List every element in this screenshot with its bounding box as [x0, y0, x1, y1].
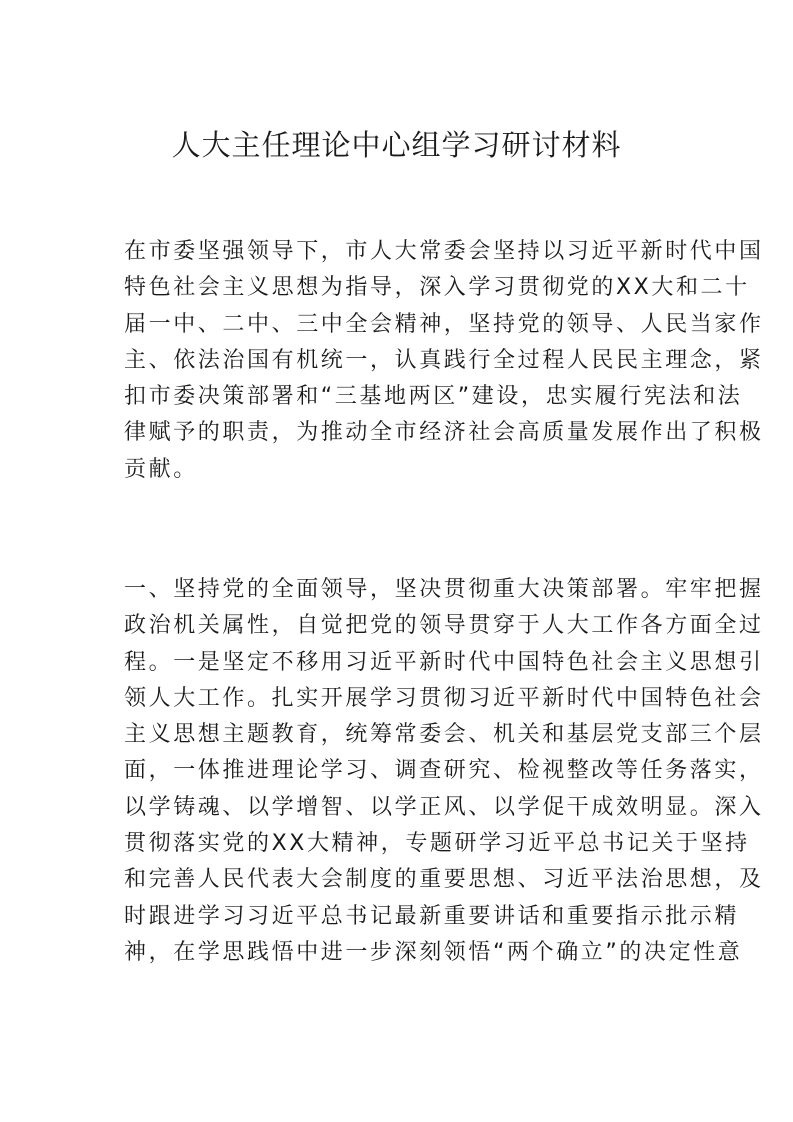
paragraph-line: 贡献。 — [124, 456, 198, 482]
paragraph-line: 届一中、二中、三中全会精神，坚持党的领导、人民当家作 — [124, 311, 764, 337]
paragraph-line: 时跟进学习习近平总书记最新重要讲话和重要指示批示精 — [124, 903, 740, 929]
paragraph-line: 主、依法治国有机统一，认真践行全过程人民民主理念，紧 — [124, 347, 764, 373]
paragraph-line: 程。一是坚定不移用习近平新时代中国特色社会主义思想引 — [124, 649, 764, 675]
paragraph-line: 在市委坚强领导下，市人大常委会坚持以习近平新时代中国 — [124, 239, 764, 264]
paragraph-line: 神，在学思践悟中进一步深刻领悟“两个确立”的决定性意 — [124, 939, 743, 965]
paragraph-line: 特色社会主义思想为指导，深入学习贯彻党的XX大和二十 — [124, 275, 750, 301]
paragraph-line: 律赋予的职责，为推动全市经济社会高质量发展作出了积极 — [124, 420, 764, 446]
paragraph-line: 以学铸魂、以学增智、以学正风、以学促干成效明显。深入 — [124, 794, 764, 820]
paragraph-line: 贯彻落实党的XX大精神，专题研学习近平总书记关于坚持 — [124, 831, 750, 857]
paragraph-line: 和完善人民代表大会制度的重要思想、习近平法治思想，及 — [124, 867, 764, 893]
paragraph-line: 面，一体推进理论学习、调查研究、检视整改等任务落实， — [124, 758, 764, 784]
paragraph-intro — [124, 234, 764, 488]
paragraph-line: 领人大工作。扎实开展学习贯彻习近平新时代中国特色社会 — [124, 685, 764, 711]
paragraph-section-one — [124, 572, 764, 971]
paragraph-line: 扣市委决策部署和“三基地两区”建设，忠实履行宪法和法 — [124, 384, 743, 410]
paragraph-line: 政治机关属性，自觉把党的领导贯穿于人大工作各方面全过 — [124, 613, 764, 639]
paragraph-line: 一、坚持党的全面领导，坚决贯彻重大决策部署。牢牢把握 — [124, 577, 764, 602]
document-title: 人大主任理论中心组学习研讨材料 — [171, 128, 622, 162]
paragraph-line: 主义思想主题教育，统筹常委会、机关和基层党支部三个层 — [124, 722, 764, 748]
